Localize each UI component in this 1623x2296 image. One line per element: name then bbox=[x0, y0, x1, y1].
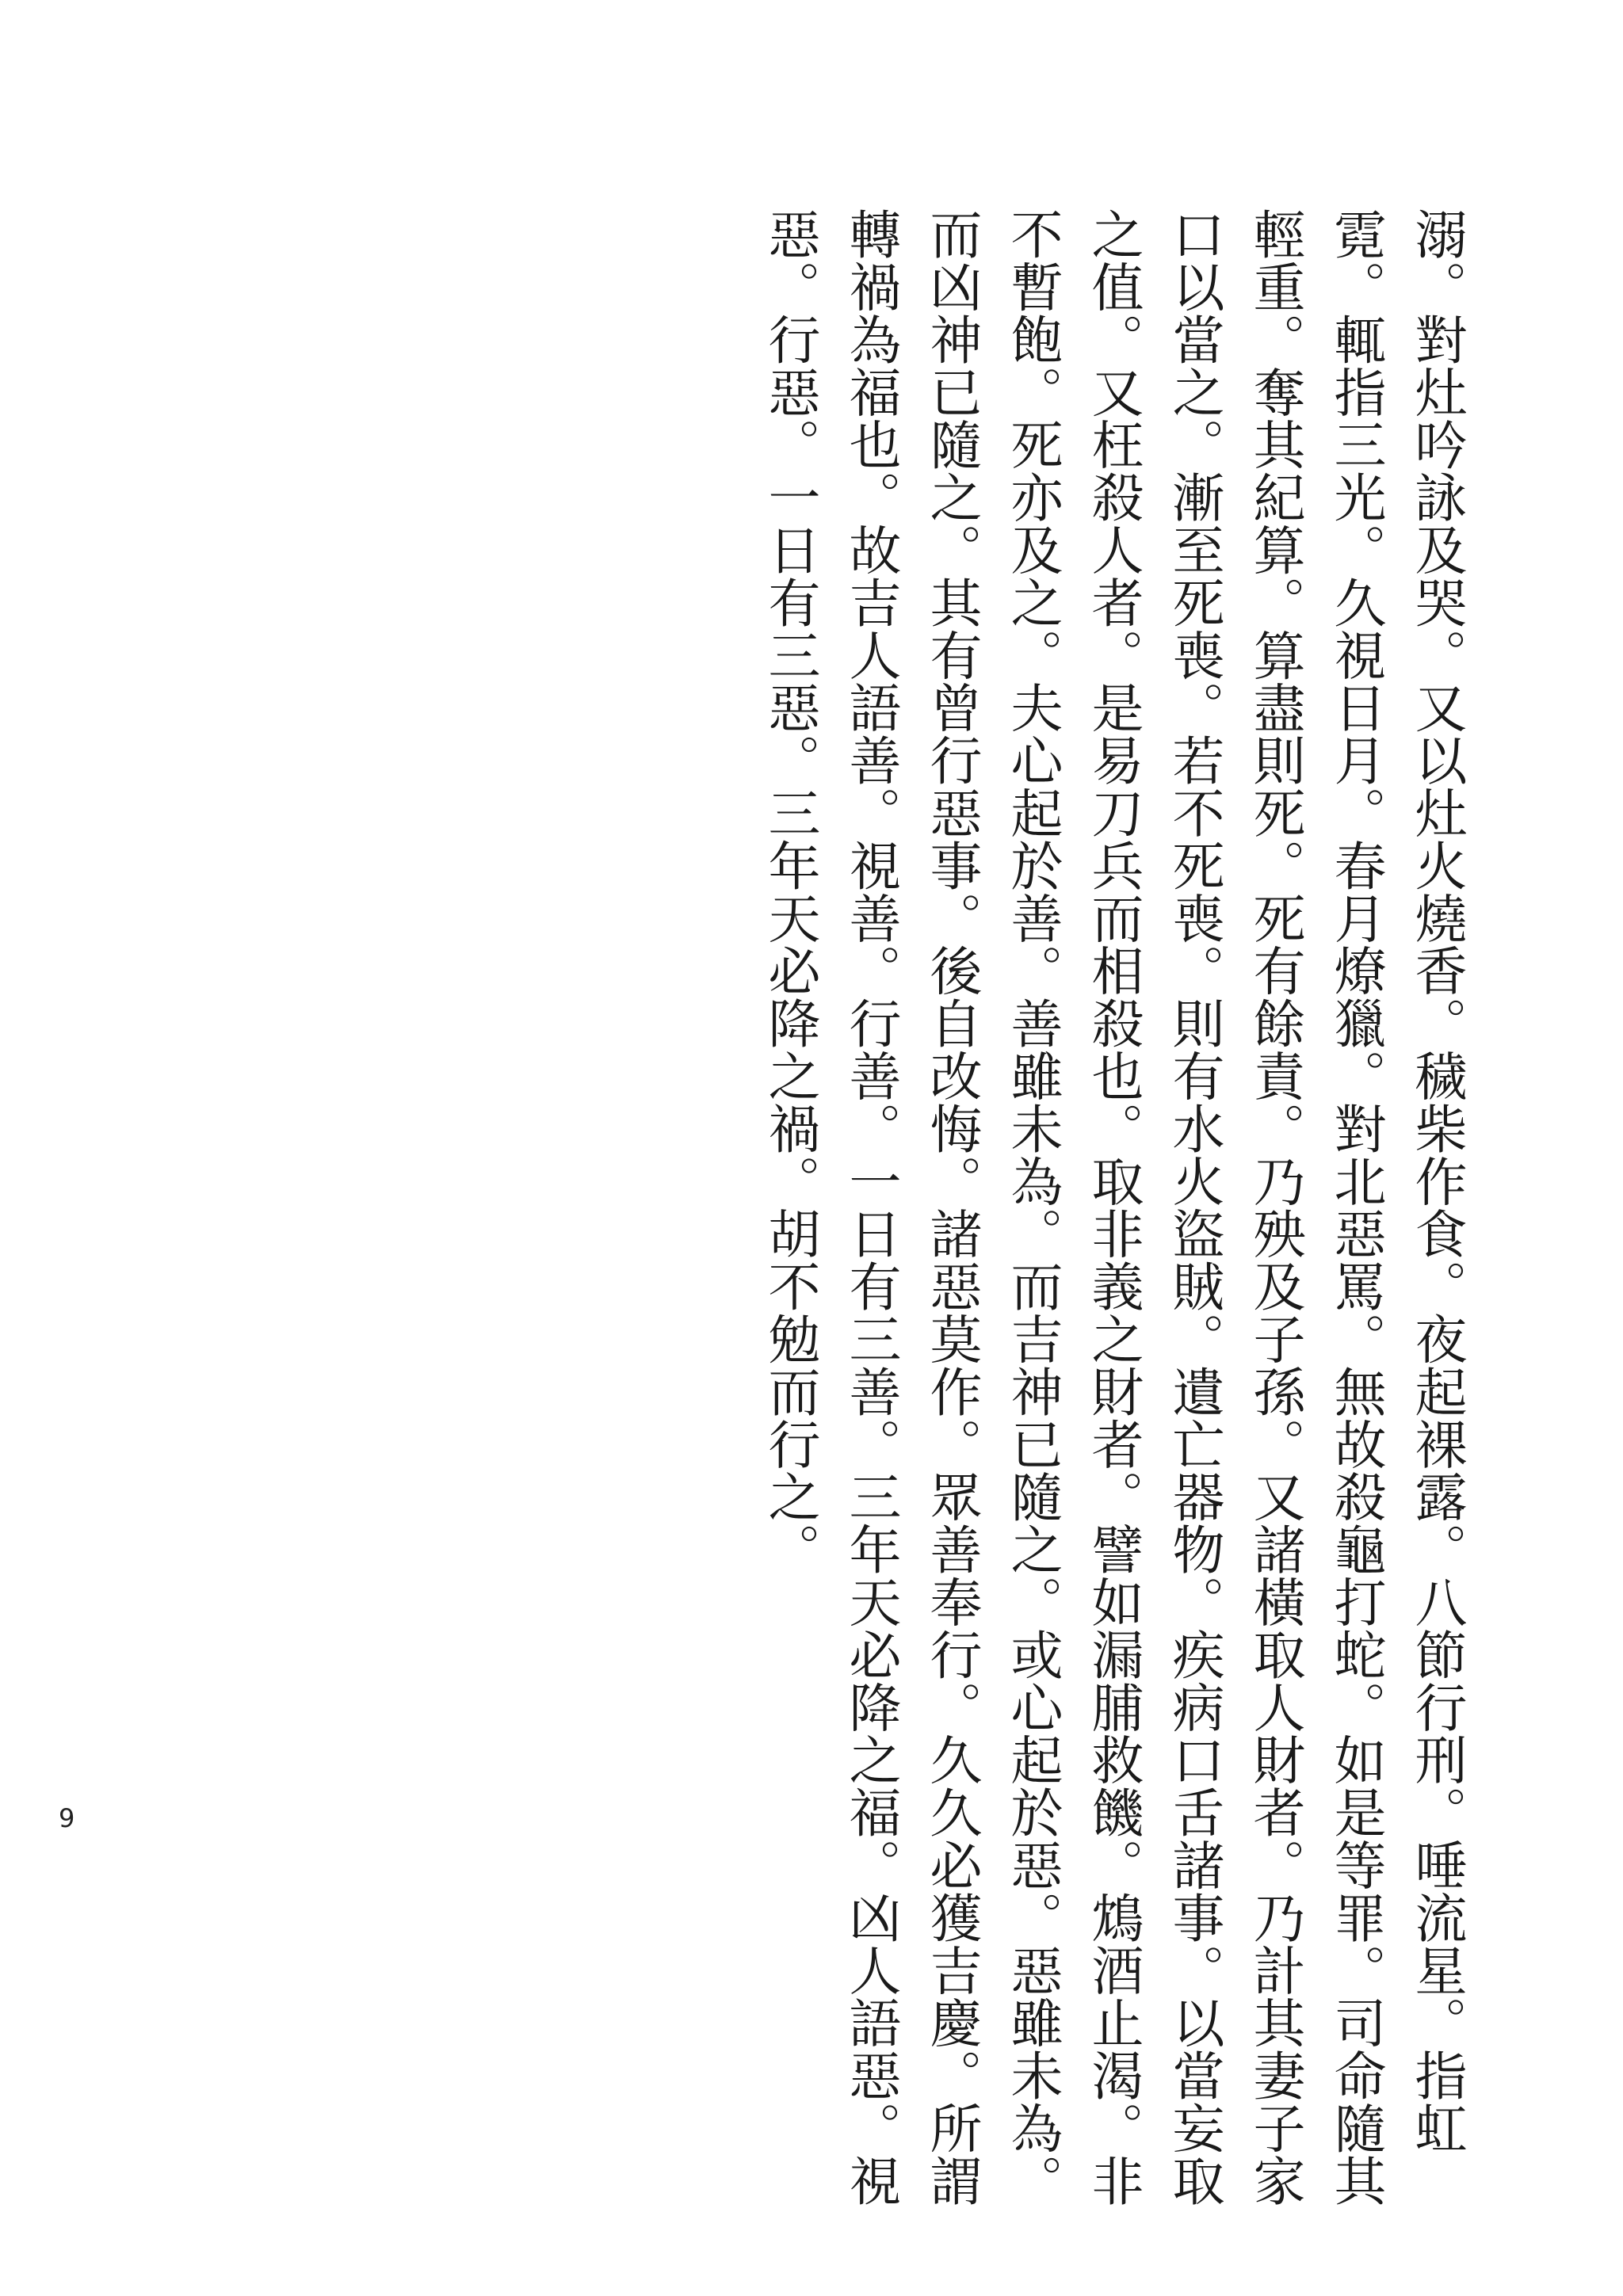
text-column-9: 惡。行惡。一日有三惡。三年天必降之禍。胡不勉而行之。 bbox=[759, 208, 820, 1576]
page-number: 9 bbox=[59, 1803, 75, 1833]
text-column-3: 輕重。奪其紀算。算盡則死。死有餘責。乃殃及子孫。又諸橫取人財者。乃計其妻子家 bbox=[1244, 208, 1305, 2207]
text-column-6: 不暫飽。死亦及之。夫心起於善。善雖未為。而吉神已隨之。或心起於惡。惡雖未為。 bbox=[1002, 208, 1063, 2207]
text-column-2: 霓。輒指三光。久視日月。春月燎獵。對北惡罵。無故殺龜打蛇。如是等罪。司命隨其 bbox=[1325, 208, 1386, 2207]
vertical-text-block bbox=[684, 208, 1476, 2207]
text-column-4: 口以當之。漸至死喪。若不死喪。則有水火盜賊。遺亡器物。疾病口舌諸事。以當妄取 bbox=[1163, 208, 1224, 2207]
text-column-5: 之值。又枉殺人者。是易刀兵而相殺也。取非義之財者。譬如漏脯救饑。鴆酒止渴。非 bbox=[1083, 208, 1144, 2207]
text-column-8: 轉禍為福也。故吉人語善。視善。行善。一日有三善。三年天必降之福。凶人語惡。視 bbox=[840, 208, 901, 2207]
text-column-7: 而凶神已隨之。其有曾行惡事。後自改悔。諸惡莫作。眾善奉行。久久必獲吉慶。所謂 bbox=[921, 208, 982, 2207]
text-column-1: 溺。對灶吟詠及哭。又以灶火燒香。穢柴作食。夜起裸露。八節行刑。唾流星。指虹 bbox=[1406, 208, 1467, 2154]
